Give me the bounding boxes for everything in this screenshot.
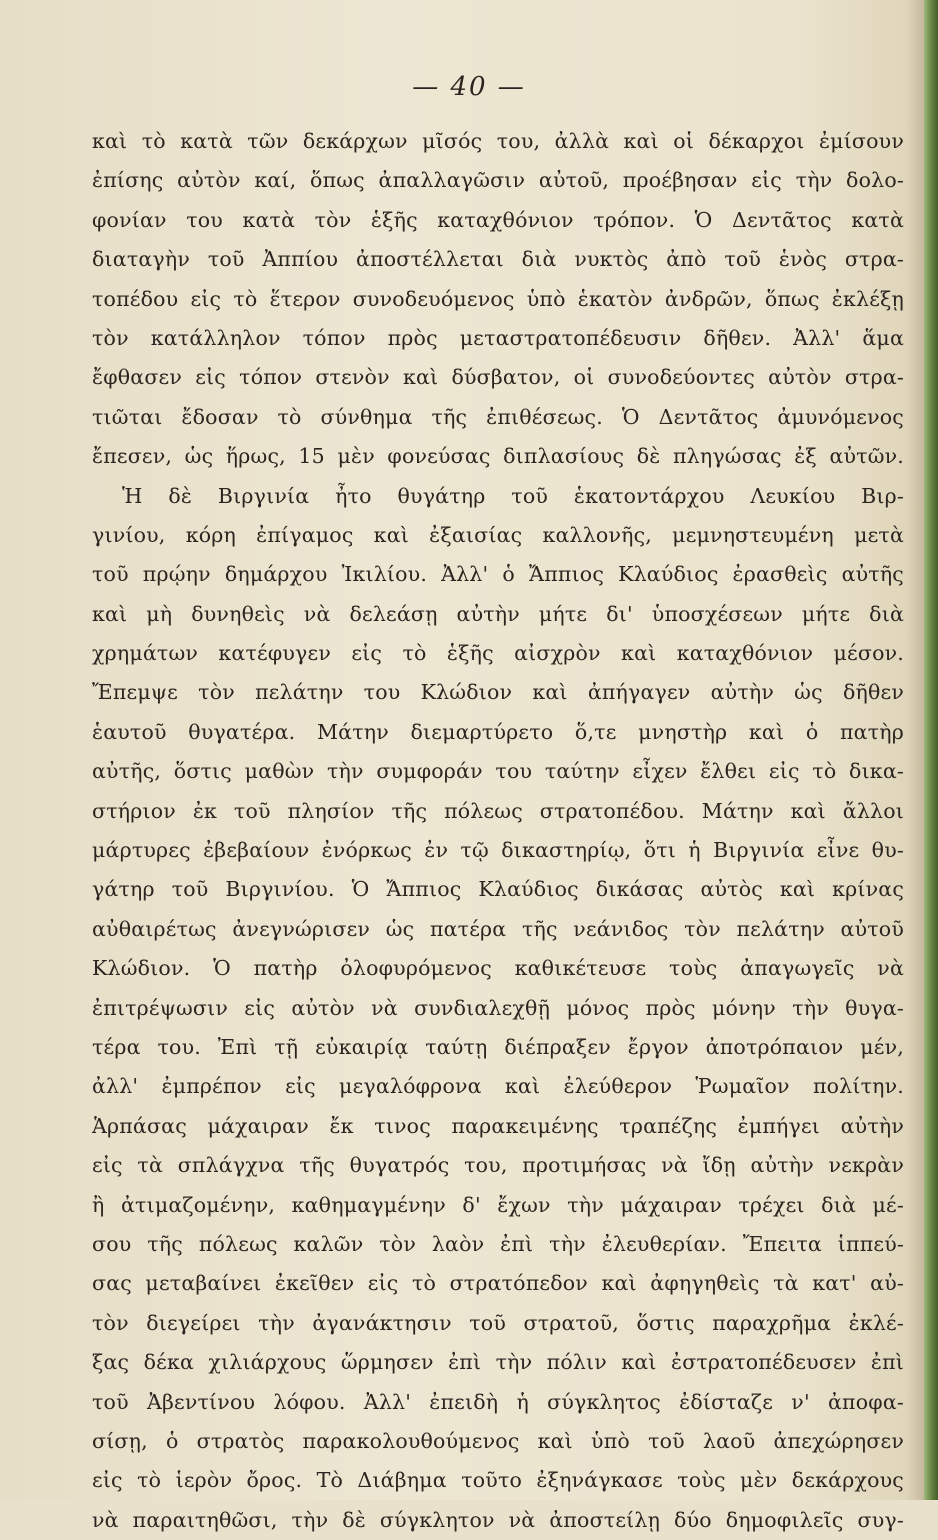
text-line: διαταγὴν τοῦ Ἀππίου ἀποστέλλεται διὰ νυκτὸς ἀπὸ τοῦ ἑνὸς στρα-: [92, 247, 904, 272]
text-line: μάρτυρες ἐβεβαίουν ἐνόρκως ἐν τῷ δικαστηρίῳ, ὅτι ἡ Βιργινία εἶνε θυ-: [92, 838, 904, 863]
text-line: σου τῆς πόλεως καλῶν τὸν λαὸν ἐπὶ τὴν ἐλευθερίαν. Ἔπειτα ἱππεύ-: [92, 1231, 904, 1256]
text-line: ἔφθασεν εἰς τόπον στενὸν καὶ δύσβατον, οἱ συνοδεύοντες αὐτὸν στρα-: [92, 365, 904, 390]
text-line: γινίου, κόρη ἐπίγαμος καὶ ἐξαισίας καλλονῆς, μεμνηστευμένη μετὰ: [92, 522, 904, 547]
text-line: Ἡ δὲ Βιργινία ἦτο θυγάτηρ τοῦ ἑκατοντάρχου Λευκίου Βιρ-: [122, 483, 904, 508]
text-line: Κλώδιον. Ὁ πατὴρ ὀλοφυρόμενος καθικέτευσε τοὺς ἀπαγωγεῖς νὰ: [92, 956, 904, 981]
text-line: εἰς τὸ ἱερὸν ὄρος. Τὸ Διάβημα τοῦτο ἐξηνάγκασε τοὺς μὲν δεκάρχους: [92, 1468, 904, 1493]
page-number: — 40 —: [412, 72, 526, 102]
text-line: τοῦ Ἀβεντίνου λόφου. Ἀλλ' ἐπειδὴ ἡ σύγκλητος ἐδίσταζε ν' ἀποφα-: [92, 1389, 904, 1414]
text-line: ἑαυτοῦ θυγατέρα. Μάτην διεμαρτύρετο ὅ,τε μνηστὴρ καὶ ὁ πατὴρ: [92, 719, 904, 744]
text-line: ἐπίσης αὐτὸν καί, ὅπως ἀπαλλαγῶσιν αὐτοῦ, προέβησαν εἰς τὴν δολο-: [92, 168, 904, 193]
text-line: ἔπεσεν, ὡς ἥρως, 15 μὲν φονεύσας διπλασίους δὲ πληγώσας ἐξ αὐτῶν.: [92, 444, 904, 469]
body-text: [92, 122, 904, 1540]
text-line: Ἁρπάσας μάχαιραν ἔκ τινος παρακειμένης τραπέζης ἐμπήγει αὐτὴν: [92, 1113, 904, 1138]
text-line: ἢ ἀτιμαζομένην, καθημαγμένην δ' ἔχων τὴν μάχαιραν τρέχει διὰ μέ-: [92, 1192, 904, 1217]
text-line: αὐτῆς, ὅστις μαθὼν τὴν συμφοράν του ταύτην εἶχεν ἔλθει εἰς τὸ δικα-: [92, 759, 904, 784]
text-line: τὸν κατάλληλον τόπον πρὸς μεταστρατοπέδευσιν δῆθεν. Ἀλλ' ἅμα: [92, 325, 904, 350]
text-line: ἐπιτρέψωσιν εἰς αὐτὸν νὰ συνδιαλεχθῇ μόνος πρὸς μόνην τὴν θυγα-: [92, 995, 904, 1020]
text-line: σίσῃ, ὁ στρατὸς παρακολουθούμενος καὶ ὑπὸ τοῦ λαοῦ ἀπεχώρησεν: [92, 1428, 904, 1453]
text-line: τοπέδου εἰς τὸ ἕτερον συνοδευόμενος ὑπὸ ἑκατὸν ἀνδρῶν, ὅπως ἐκλέξῃ: [92, 286, 904, 311]
text-line: φονίαν του κατὰ τὸν ἑξῆς καταχθόνιον τρόπον. Ὁ Δεντᾶτος κατὰ: [92, 207, 904, 232]
text-line: σας μεταβαίνει ἐκεῖθεν εἰς τὸ στρατόπεδον καὶ ἀφηγηθεὶς τὰ κατ' αὐ-: [92, 1271, 904, 1296]
text-line: τοῦ πρῴην δημάρχου Ἰκιλίου. Ἀλλ' ὁ Ἄππιος Κλαύδιος ἐρασθεὶς αὐτῆς: [92, 562, 904, 587]
text-line: αὐθαιρέτως ἀνεγνώρισεν ὡς πατέρα τῆς νεάνιδος τὸν πελάτην αὐτοῦ: [92, 916, 904, 941]
text-line: ἀλλ' ἐμπρέπον εἰς μεγαλόφρονα καὶ ἐλεύθερον Ῥωμαῖον πολίτην.: [92, 1074, 904, 1099]
text-line: τιῶται ἔδοσαν τὸ σύνθημα τῆς ἐπιθέσεως. Ὁ Δεντᾶτος ἀμυνόμενος: [92, 404, 904, 429]
text-line: Ἔπεμψε τὸν πελάτην του Κλώδιον καὶ ἀπήγαγεν αὐτὴν ὡς δῆθεν: [92, 680, 904, 705]
text-line: χρημάτων κατέφυγεν εἰς τὸ ἑξῆς αἰσχρὸν καὶ καταχθόνιον μέσον.: [92, 641, 904, 666]
gutter-shadow: [906, 0, 924, 1500]
text-line: εἰς τὰ σπλάγχνα τῆς θυγατρός του, προτιμήσας νὰ ἴδῃ αὐτὴν νεκρὰν: [92, 1153, 904, 1178]
text-line: ξας δέκα χιλιάρχους ὥρμησεν ἐπὶ τὴν πόλιν καὶ ἐστρατοπέδευσεν ἐπὶ: [92, 1350, 904, 1375]
text-line: νὰ παραιτηθῶσι, τὴν δὲ σύγκλητον νὰ ἀποστείλῃ δύο δημοφιλεῖς συγ-: [92, 1507, 904, 1532]
text-line: γάτηρ τοῦ Βιργινίου. Ὁ Ἄππιος Κλαύδιος δικάσας αὐτὸς καὶ κρίνας: [92, 877, 904, 902]
book-spine-edge: [924, 0, 938, 1500]
text-line: στήριον ἐκ τοῦ πλησίον τῆς πόλεως στρατοπέδου. Μάτην καὶ ἄλλοι: [92, 798, 904, 823]
text-line: καὶ τὸ κατὰ τῶν δεκάρχων μῖσός του, ἀλλὰ καὶ οἱ δέκαρχοι ἐμίσουν: [92, 129, 904, 153]
text-line: τὸν διεγείρει τὴν ἀγανάκτησιν τοῦ στρατοῦ, ὅστις παραχρῆμα ἐκλέ-: [92, 1310, 904, 1335]
text-line: καὶ μὴ δυνηθεὶς νὰ δελεάσῃ αὐτὴν μήτε δι' ὑποσχέσεων μήτε διὰ: [92, 601, 904, 626]
text-line: τέρα του. Ἐπὶ τῇ εὐκαιρίᾳ ταύτῃ διέπραξεν ἔργον ἀποτρόπαιον μέν,: [92, 1034, 904, 1059]
